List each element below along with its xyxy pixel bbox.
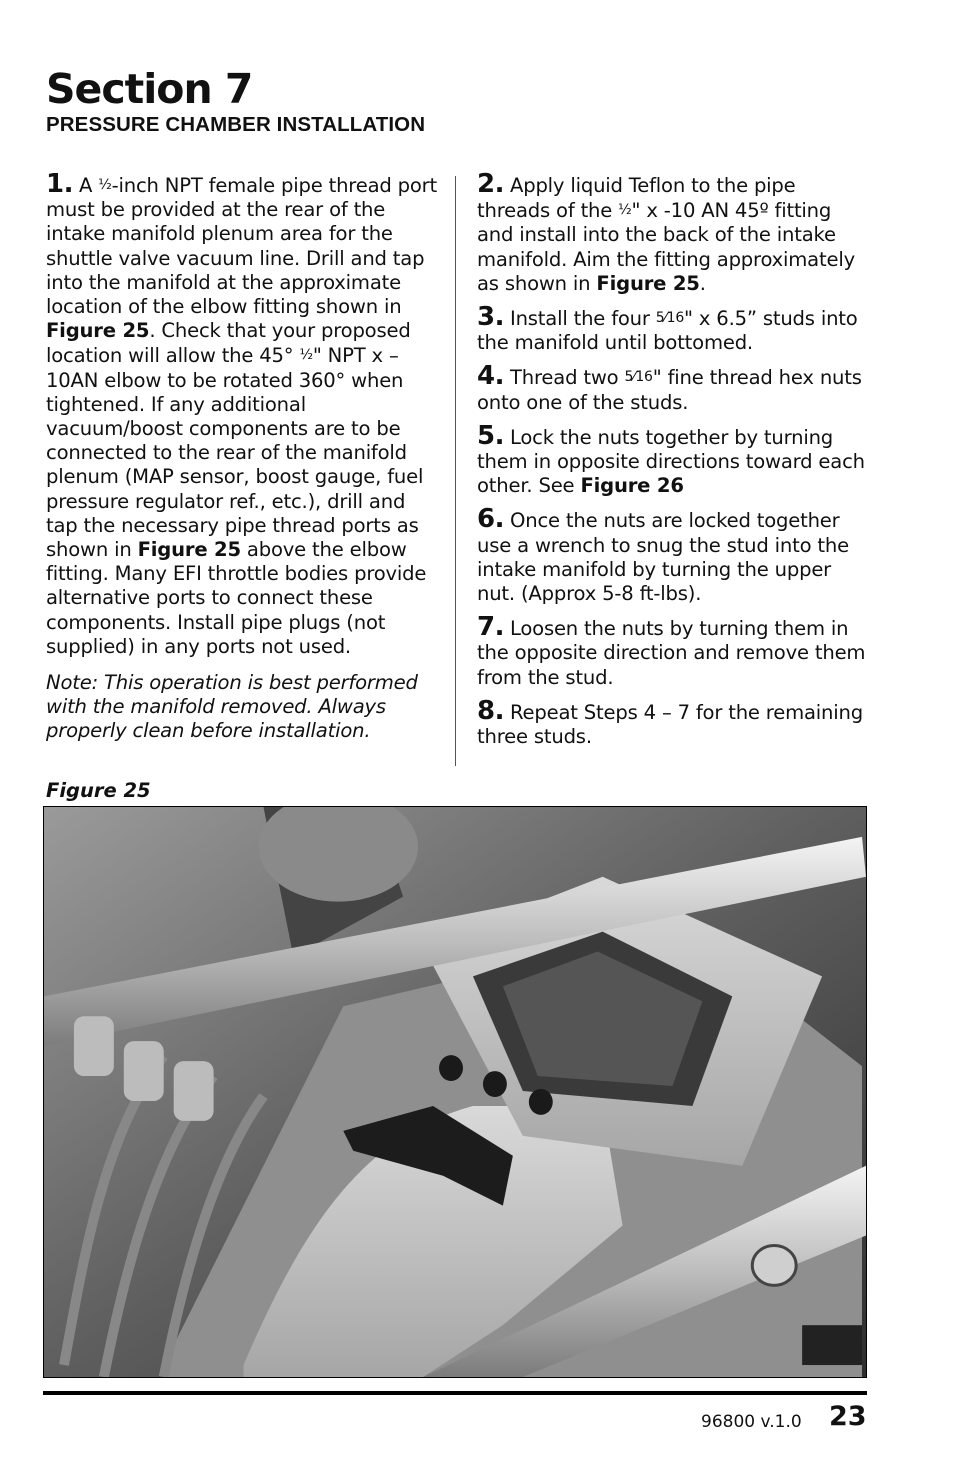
step-text: . Check that your proposed location will allow the 45° (46, 319, 411, 368)
step-text: . (699, 271, 706, 295)
step-7 (477, 612, 872, 690)
step-text: Thread two (503, 366, 625, 390)
step-text: Once the nuts are locked together use a wrench to snug the stud into the intake manifold by turning the upper nut. (Approx 5-8 ft-lbs). (477, 509, 849, 606)
footer-rule (43, 1391, 867, 1395)
fraction: ½ (98, 177, 112, 193)
step-number: 2. (477, 169, 504, 199)
step-number: 1. (46, 169, 73, 199)
figure-reference: Figure 25 (46, 319, 150, 343)
step-text: " NPT x –10AN elbow to be rotated 360° when tightened. If any additional vacuum/boost components are to be connected to the rear of the manifold plenum (MAP sensor, boost gauge, fuel pressure regulator ref., etc.), drill and tap the necessary pipe thread ports as shown in (46, 344, 424, 562)
step-text: Apply liquid Teflon to the pipe threads of the (477, 174, 796, 223)
step-text: " x 6.5” studs into the manifold until bottomed. (477, 307, 858, 355)
figure-reference: Figure 26 (580, 474, 684, 498)
step-5 (477, 420, 872, 499)
step-number: 7. (477, 612, 504, 643)
figure-reference: Figure 25 (596, 271, 700, 295)
figure-label: Figure 25 (46, 779, 151, 802)
fraction: 5⁄16 (655, 310, 685, 327)
step-text: Lock the nuts together by turning them in opposite directions toward each other. See (477, 425, 865, 498)
left-column (46, 169, 438, 744)
step-1 (46, 169, 438, 659)
fraction: ½ (299, 347, 313, 364)
page-number: 23 (829, 1401, 867, 1432)
step-text: A (72, 174, 99, 197)
step-number: 5. (477, 420, 504, 451)
step-text: " x -10 AN 45º fitting and install into the back of the intake manifold. Aim the fitting approximately as shown in (477, 199, 855, 295)
step-text: Loosen the nuts by turning them in the opposite direction and remove them from the stud. (477, 617, 866, 689)
step-text: " fine thread hex nuts onto one of the studs. (477, 366, 862, 414)
section-subtitle: PRESSURE CHAMBER INSTALLATION (46, 113, 426, 136)
step-text: Repeat Steps 4 – 7 for the remaining three studs. (477, 700, 863, 749)
step-number: 8. (477, 695, 504, 726)
step-text: above the elbow fitting. Many EFI throttle bodies provide alternative ports to connect these components. Install pipe plugs (not supplied) in any ports not used. (46, 538, 427, 658)
right-column (477, 169, 872, 758)
figure-25-photo (43, 806, 867, 1378)
step-number: 6. (477, 504, 504, 535)
step-text: -inch NPT female pipe thread port must be provided at the rear of the intake manifold plenum area for the shuttle valve vacuum line. Drill and tap into the manifold at the approximate location of the elbow fitting shown in (46, 174, 438, 319)
step-text: Install the four (503, 307, 656, 331)
step-number: 3. (477, 302, 504, 333)
section-title: Section 7 (46, 65, 253, 113)
step-6 (477, 504, 872, 606)
figure-reference: Figure 25 (137, 538, 241, 562)
step-8 (477, 695, 872, 749)
step-4 (477, 361, 872, 414)
document-version: 96800 v.1.0 (701, 1412, 802, 1432)
manifold-photo-illustration (44, 807, 866, 1377)
fraction: ½ (618, 202, 632, 219)
step-3 (477, 302, 872, 355)
step-number: 4. (477, 361, 504, 392)
step-2 (477, 169, 872, 296)
column-divider (455, 176, 456, 766)
installation-note: Note: This operation is best performed with the manifold removed. Always properly clean before installation. (46, 671, 418, 743)
fraction: 5⁄16 (624, 369, 653, 386)
